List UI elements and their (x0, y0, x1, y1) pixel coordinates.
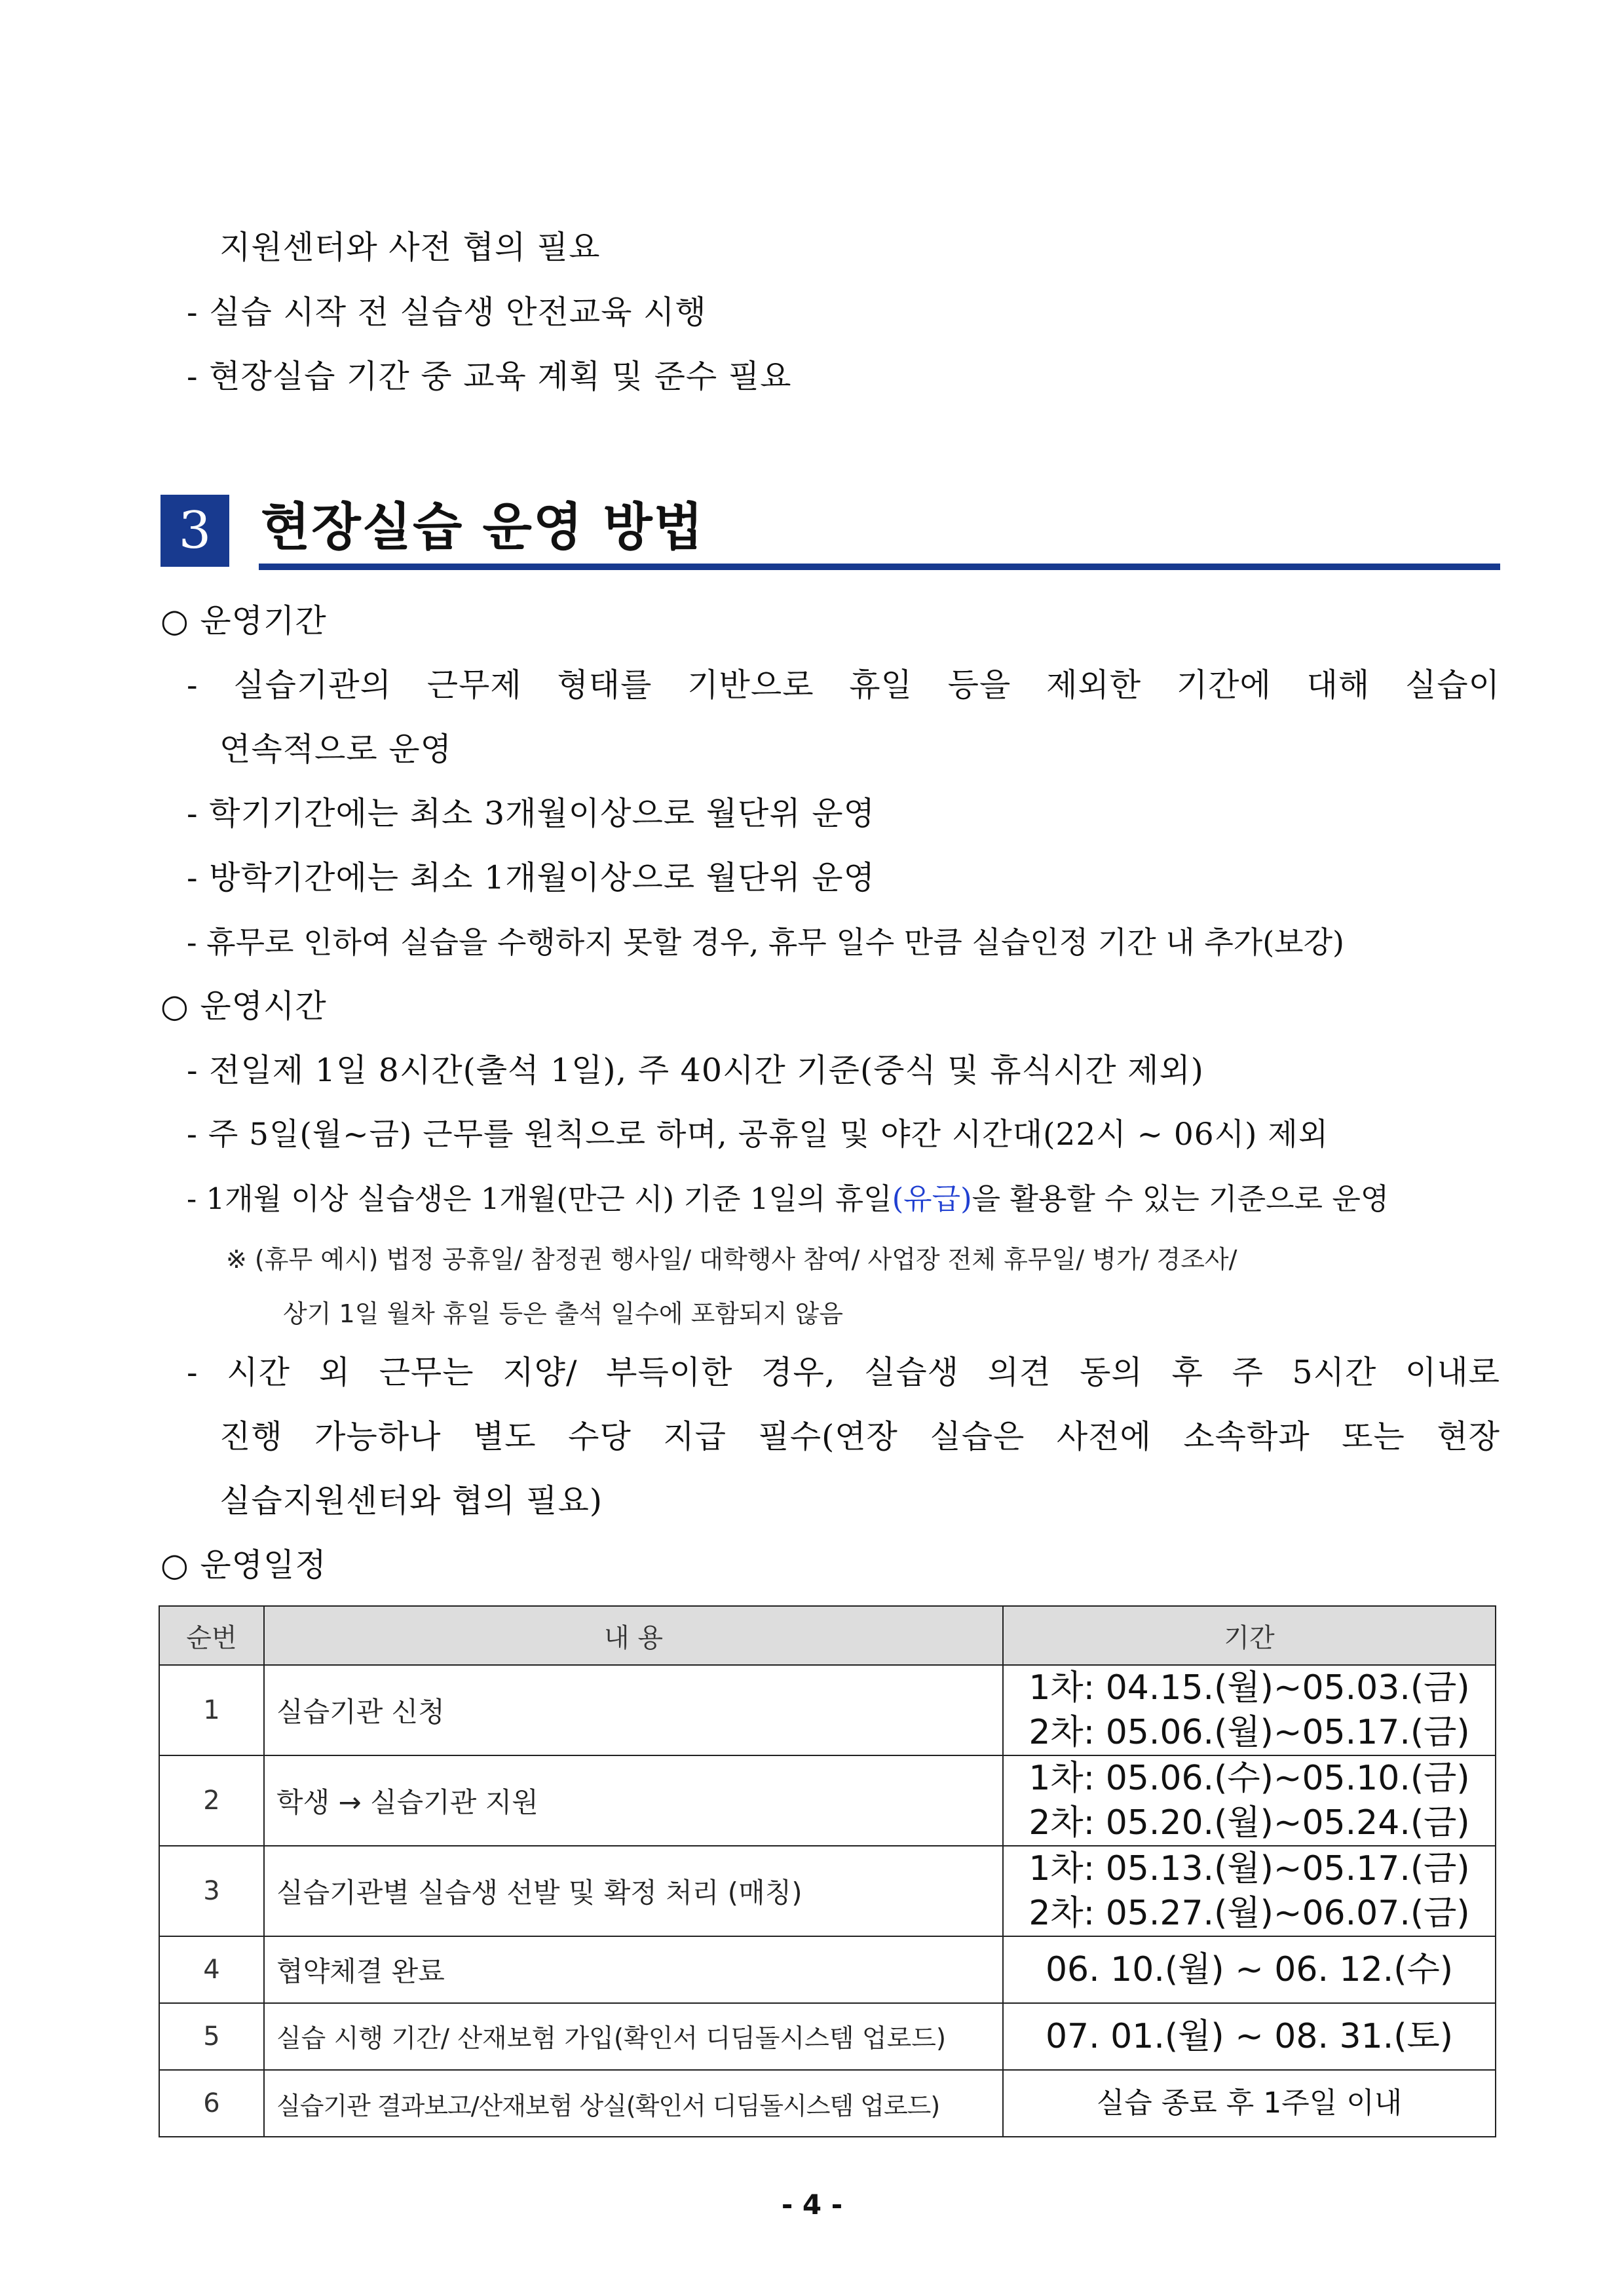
schedule-heading: ○ 운영일정 (161, 1546, 327, 1584)
intro-item-2: - 현장실습 기간 중 교육 계획 및 준수 필요 (187, 358, 792, 395)
period-item-1: - 실습기관의 근무제 형태를 기반으로 휴일 등을 제외한 기간에 대해 실습이 (187, 666, 1500, 704)
period-heading: ○ 운영기간 (161, 602, 327, 640)
hours-item-4-cont-1: 진행 가능하나 별도 수당 지급 필수(연장 실습은 사전에 소속학과 또는 현장 (219, 1418, 1500, 1455)
paid-highlight: (유급) (892, 1181, 972, 1216)
holiday-note-line-2: 상기 1일 월차 휴일 등은 출석 일수에 포함되지 않음 (283, 1299, 843, 1328)
row-period: 06. 10.(월) ~ 06. 12.(수) (1003, 1936, 1496, 2003)
period-round-2: 2차: 05.20.(월)~05.24.(금) (1029, 1803, 1470, 1843)
period-item-1-cont: 연속적으로 운영 (219, 731, 452, 768)
row-content: 실습 시행 기간/ 산재보험 가입(확인서 디딤돌시스템 업로드) (264, 2003, 1003, 2070)
row-no: 3 (159, 1846, 264, 1936)
section-title-underline (259, 564, 1500, 570)
period-item-3: - 방학기간에는 최소 1개월이상으로 월단위 운영 (187, 859, 875, 896)
period-round-1: 1차: 05.13.(월)~05.17.(금) (1029, 1849, 1470, 1888)
table-header-row (159, 1606, 1496, 1665)
row-no: 5 (159, 2003, 264, 2070)
schedule-table (159, 1605, 1496, 2137)
intro-continuation: 지원센터와 사전 협의 필요 (219, 229, 601, 266)
row-content: 학생 → 실습기관 지원 (264, 1755, 1003, 1846)
table-row (159, 1665, 1496, 1755)
hours-item-2: - 주 5일(월~금) 근무를 원칙으로 하며, 공휴일 및 야간 시간대(22시 ~ 06시) 제외 (187, 1117, 1329, 1153)
period-round-1: 1차: 04.15.(월)~05.03.(금) (1029, 1668, 1470, 1708)
table-row (159, 2003, 1496, 2070)
row-content: 실습기관별 실습생 선발 및 확정 처리 (매칭) (264, 1846, 1003, 1936)
period-item-4: - 휴무로 인하여 실습을 수행하지 못할 경우, 휴무 일수 만큼 실습인정 기간 내 추가(보강) (187, 925, 1344, 960)
period-round-2: 2차: 05.27.(월)~06.07.(금) (1029, 1894, 1470, 1933)
header-content: 내 용 (264, 1606, 1003, 1665)
row-period: 07. 01.(월) ~ 08. 31.(토) (1003, 2003, 1496, 2070)
row-no: 6 (159, 2070, 264, 2137)
row-no: 4 (159, 1936, 264, 2003)
row-period: 실습 종료 후 1주일 이내 (1003, 2070, 1496, 2137)
row-content: 실습기관 신청 (264, 1665, 1003, 1755)
holiday-note-line-1: ※ (휴무 예시) 법정 공휴일/ 참정권 행사일/ 대학행사 참여/ 사업장 전체 휴무일/ 병가/ 경조사/ (226, 1245, 1237, 1274)
hours-item-3 (187, 1179, 1389, 1219)
row-period (1003, 1846, 1496, 1936)
row-period (1003, 1665, 1496, 1755)
section-number-badge: 3 (161, 495, 229, 567)
table-row (159, 2070, 1496, 2137)
row-no: 2 (159, 1755, 264, 1846)
section-title: 현장실습 운영 방법 (261, 498, 705, 557)
period-round-2: 2차: 05.06.(월)~05.17.(금) (1029, 1713, 1470, 1752)
hours-item-4-cont-2: 실습지원센터와 협의 필요) (219, 1482, 603, 1520)
table-row (159, 1936, 1496, 2003)
page-number: - 4 - (781, 2189, 843, 2221)
hours-item-3-post: 을 활용할 수 있는 기준으로 운영 (972, 1181, 1389, 1216)
row-content: 실습기관 결과보고/산재보험 상실(확인서 디딤돌시스템 업로드) (264, 2070, 1003, 2137)
header-period: 기간 (1003, 1606, 1496, 1665)
table-row (159, 1755, 1496, 1846)
header-no: 순번 (159, 1606, 264, 1665)
table-row (159, 1846, 1496, 1936)
row-period (1003, 1755, 1496, 1846)
row-content: 협약체결 완료 (264, 1936, 1003, 2003)
row-no: 1 (159, 1665, 264, 1755)
hours-item-3-pre: - 1개월 이상 실습생은 1개월(만근 시) 기준 1일의 휴일 (187, 1181, 892, 1216)
period-item-2: - 학기기간에는 최소 3개월이상으로 월단위 운영 (187, 795, 875, 832)
hours-item-4: - 시간 외 근무는 지양/ 부득이한 경우, 실습생 의견 동의 후 주 5시간 이내로 (187, 1354, 1500, 1391)
period-round-1: 1차: 05.06.(수)~05.10.(금) (1029, 1759, 1470, 1798)
hours-item-1: - 전일제 1일 8시간(출석 1일), 주 40시간 기준(중식 및 휴식시간 제외) (187, 1052, 1204, 1089)
hours-heading: ○ 운영시간 (161, 987, 327, 1025)
intro-item-1: - 실습 시작 전 실습생 안전교육 시행 (187, 294, 707, 331)
